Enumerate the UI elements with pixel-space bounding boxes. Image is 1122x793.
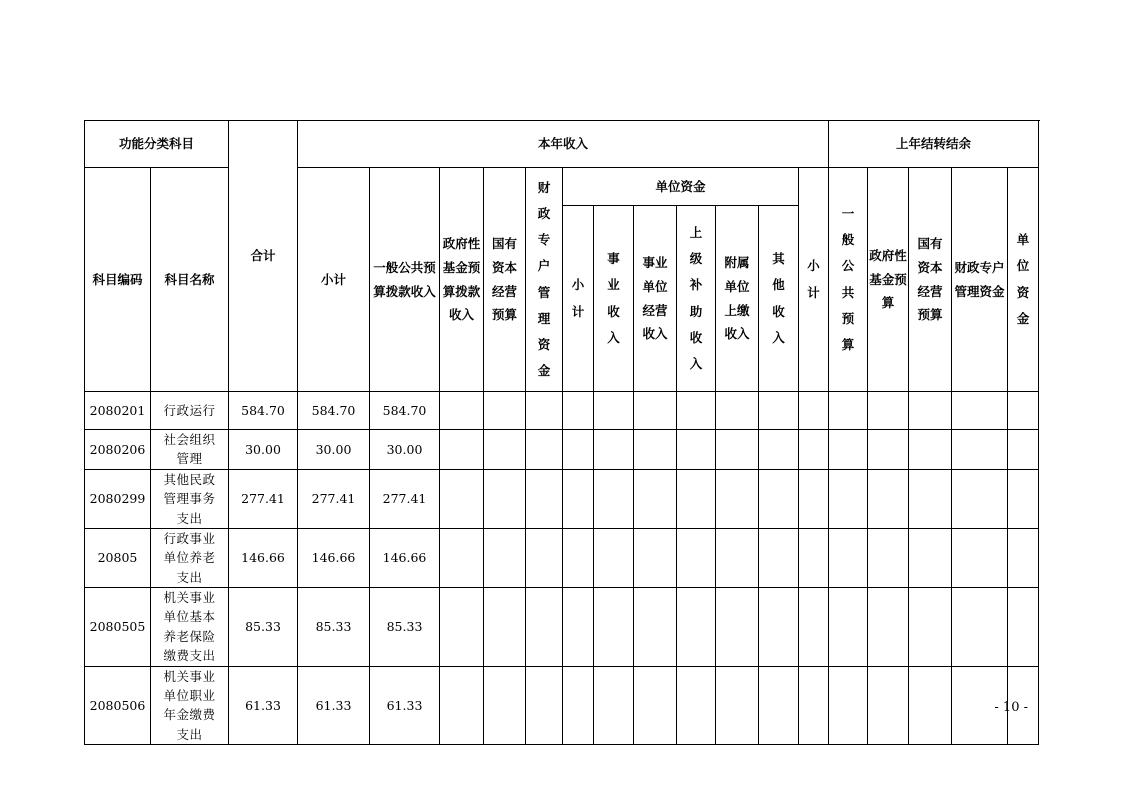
general-budget-value: 277.41 [370, 469, 440, 528]
total-value: 61.33 [229, 666, 298, 745]
prior-year-carryover-header: 上年结转结余 [829, 121, 1039, 168]
subject-code-header: 科目编码 [85, 168, 151, 392]
subject-name: 行政运行 [151, 392, 229, 430]
budget-income-table [84, 120, 1039, 745]
total-value: 277.41 [229, 469, 298, 528]
subject-code: 2080505 [85, 588, 151, 667]
subtotal-value: 30.00 [298, 430, 370, 470]
general-budget-value: 146.66 [370, 528, 440, 587]
subject-code: 2080206 [85, 430, 151, 470]
subtotal-value: 277.41 [298, 469, 370, 528]
table-row [85, 392, 1039, 430]
unit-subtotal-header: 小计 [563, 206, 594, 392]
table-row [85, 528, 1039, 587]
subject-name: 其他民政管理事务支出 [151, 469, 229, 528]
table-row [85, 469, 1039, 528]
table-row [85, 588, 1039, 667]
carry-state-capital-budget-header: 国有资本经营预算 [909, 168, 952, 392]
business-income-header: 事业收入 [594, 206, 634, 392]
total-value: 146.66 [229, 528, 298, 587]
subject-code: 2080506 [85, 666, 151, 745]
table-row [85, 666, 1039, 745]
page-number: - 10 - [994, 700, 1028, 715]
current-year-income-header: 本年收入 [298, 121, 829, 168]
total-value: 85.33 [229, 588, 298, 667]
general-budget-value: 30.00 [370, 430, 440, 470]
gov-fund-budget-income-header: 政府性基金预算拨款收入 [440, 168, 484, 392]
subject-name: 机关事业单位职业年金缴费支出 [151, 666, 229, 745]
subject-name-header: 科目名称 [151, 168, 229, 392]
subject-name: 社会组织管理 [151, 430, 229, 470]
carry-gov-fund-budget-header: 政府性基金预算 [868, 168, 909, 392]
general-budget-value: 584.70 [370, 392, 440, 430]
affiliated-unit-payment-income-header: 附属单位上缴收入 [716, 206, 759, 392]
unit-funds-header: 单位资金 [563, 168, 799, 206]
table-row [85, 430, 1039, 470]
total-value: 584.70 [229, 392, 298, 430]
total-value: 30.00 [229, 430, 298, 470]
subject-name: 机关事业单位基本养老保险缴费支出 [151, 588, 229, 667]
subtotal-value: 146.66 [298, 528, 370, 587]
carry-general-public-budget-header: 一般公共预算 [829, 168, 868, 392]
state-capital-budget-header: 国有资本经营预算 [484, 168, 526, 392]
subject-name: 行政事业单位养老支出 [151, 528, 229, 587]
functional-category-header: 功能分类科目 [85, 121, 229, 168]
higher-subsidy-income-header: 上级补助收入 [677, 206, 716, 392]
subtotal-value: 85.33 [298, 588, 370, 667]
header-row-1 [85, 121, 1039, 168]
total-header: 合计 [229, 121, 298, 392]
other-income-header: 其他收入 [759, 206, 799, 392]
subject-code: 2080299 [85, 469, 151, 528]
general-public-budget-income-header: 一般公共预算拨款收入 [370, 168, 440, 392]
subtotal-value: 584.70 [298, 392, 370, 430]
header-row-2 [85, 168, 1039, 206]
carry-unit-funds-header: 单位资金 [1008, 168, 1039, 392]
fiscal-special-account-header: 财政专户管理资金 [526, 168, 563, 392]
carry-fiscal-special-account-header: 财政专户管理资金 [952, 168, 1008, 392]
general-budget-value: 85.33 [370, 588, 440, 667]
carry-subtotal-header: 小计 [799, 168, 829, 392]
general-budget-value: 61.33 [370, 666, 440, 745]
business-unit-operating-income-header: 事业单位经营收入 [634, 206, 677, 392]
subtotal-value: 61.33 [298, 666, 370, 745]
subtotal-header: 小计 [298, 168, 370, 392]
subject-code: 2080201 [85, 392, 151, 430]
subject-code: 20805 [85, 528, 151, 587]
